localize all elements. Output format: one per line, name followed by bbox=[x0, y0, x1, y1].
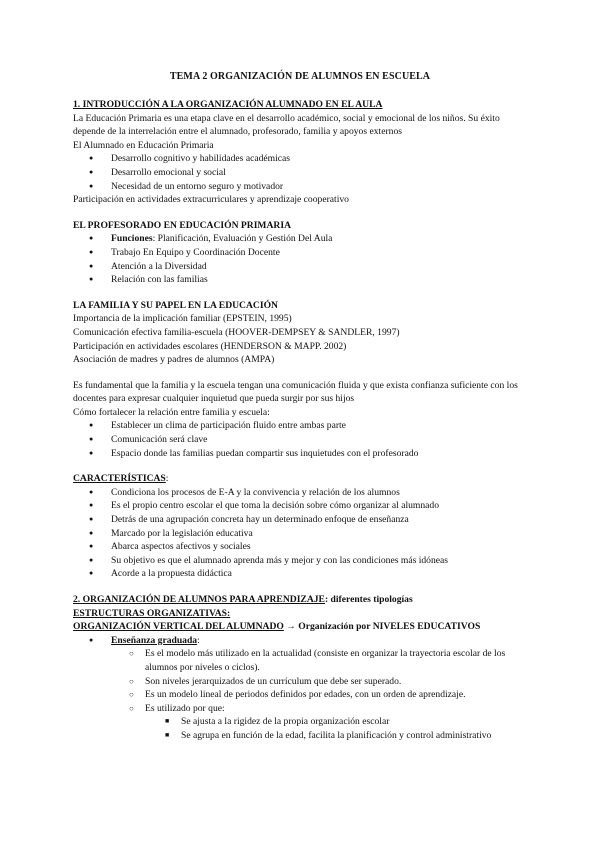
list-item: ● Condiciona los procesos de E-A y la convivencia y relación de los alumnos bbox=[73, 486, 533, 500]
list-item: ● Desarrollo emocional y social bbox=[73, 166, 533, 180]
list-item: ● Su objetivo es que el alumnado aprenda más y mejor y con las condiciones más idóneas bbox=[73, 554, 533, 568]
list-item: ● Comunicación será clave bbox=[73, 433, 533, 447]
section-heading-intro: 1. INTRODUCCIÓN A LA ORGANIZACIÓN ALUMNADO EN EL AULA bbox=[73, 99, 383, 110]
subheading-estructuras: ESTRUCTURAS ORGANIZATIVAS: bbox=[73, 607, 231, 619]
list-item: ● Trabajo En Equipo y Coordinación Docente bbox=[73, 246, 533, 260]
paragraph: La Educación Primaria es una etapa clave en el desarrollo académico, social y emocional de los niños. Su éxito depende de la interrelación entre el alumnado, profesorado, familia y apoyos externos bbox=[73, 112, 500, 138]
sub-sub-bullet-list bbox=[73, 715, 533, 742]
section-heading-caracteristicas: CARACTERÍSTICAS: bbox=[73, 473, 169, 485]
paragraph: Importancia de la implicación familiar (EPSTEIN, 1995) bbox=[73, 313, 292, 325]
section-heading-profesorado: EL PROFESORADO EN EDUCACIÓN PRIMARIA bbox=[73, 219, 292, 231]
funciones-label: Funciones bbox=[111, 233, 153, 245]
list-item: ● Enseñanza graduada: bbox=[73, 634, 533, 648]
paragraph: Comunicación efectiva familia-escuela (HOOVER-DEMPSEY & SANDLER, 1997) bbox=[73, 326, 400, 338]
bullet-list bbox=[73, 419, 533, 460]
list-item: ● Espacio donde las familias puedan compartir sus inquietudes con el profesorado bbox=[73, 447, 533, 461]
list-item: ○ Es utilizado por que: bbox=[73, 702, 533, 716]
document-body bbox=[73, 98, 533, 743]
paragraph: El Alumnado en Educación Primaria bbox=[73, 139, 214, 151]
paragraph: Asociación de madres y padres de alumnos (AMPA) bbox=[73, 354, 275, 366]
bullet-list bbox=[73, 152, 533, 193]
sub-bullet-list bbox=[73, 647, 533, 715]
section-heading-familia: LA FAMILIA Y SU PAPEL EN LA EDUCACIÓN bbox=[73, 299, 278, 311]
paragraph: Participación en actividades escolares (HENDERSON & MAPP. 2002) bbox=[73, 340, 347, 352]
list-item: ■ Se ajusta a la rigidez de la propia organización escolar bbox=[73, 715, 533, 729]
list-item: ■ Se agrupa en función de la edad, facilita la planificación y control administrativo bbox=[73, 729, 533, 743]
list-item: ● Atención a la Diversidad bbox=[73, 260, 533, 274]
bullet-list bbox=[73, 486, 533, 581]
document-title: TEMA 2 ORGANIZACIÓN DE ALUMNOS EN ESCUELA bbox=[169, 71, 431, 82]
bullet-list bbox=[73, 232, 533, 286]
paragraph: Participación en actividades extracurriculares y aprendizaje cooperativo bbox=[73, 194, 349, 206]
list-item: ● Desarrollo cognitivo y habilidades académicas bbox=[73, 152, 533, 166]
paragraph: Es fundamental que la familia y la escuela tengan una comunicación fluida y que exista confianza suficiente con los docentes para expresar cualquier inquietud que pueda surgir por sus hijos bbox=[73, 379, 518, 405]
subheading-vertical: ORGANIZACIÓN VERTICAL DEL ALUMNADO → Organización por NIVELES EDUCATIVOS bbox=[73, 621, 481, 633]
list-item: ○ Es un modelo lineal de periodos definidos por edades, con un orden de aprendizaje. bbox=[73, 688, 533, 702]
list-item: ● Acorde a la propuesta didáctica bbox=[73, 567, 533, 581]
section-heading-organizacion: 2. ORGANIZACIÓN DE ALUMNOS PARA APRENDIZAJE: diferentes tipologías bbox=[73, 594, 413, 605]
list-item: ○ Es el modelo más utilizado en la actualidad (consiste en organizar la trayectoria escolar de los alumnos por niveles o ciclos). bbox=[73, 647, 533, 674]
list-item bbox=[73, 232, 533, 246]
list-item: ● Marcado por la legislación educativa bbox=[73, 527, 533, 541]
bullet-list bbox=[73, 634, 533, 648]
funciones-text: : Planificación, Evaluación y Gestión Del Aula bbox=[152, 233, 333, 245]
list-item: ● Detrás de una agrupación concreta hay un determinado enfoque de enseñanza bbox=[73, 513, 533, 527]
list-item: ● Establecer un clima de participación fluido entre ambas parte bbox=[73, 419, 533, 433]
list-item: ○ Son niveles jerarquizados de un currículum que debe ser superado. bbox=[73, 675, 533, 689]
list-item: ● Es el propio centro escolar el que toma la decisión sobre cómo organizar al alumnado bbox=[73, 499, 533, 513]
list-item: ● Relación con las familias bbox=[73, 273, 533, 287]
paragraph: Cómo fortalecer la relación entre familia y escuela: bbox=[73, 406, 270, 418]
list-item: ● Necesidad de un entorno seguro y motivador bbox=[73, 180, 533, 194]
list-item: ● Abarca aspectos afectivos y sociales bbox=[73, 540, 533, 554]
